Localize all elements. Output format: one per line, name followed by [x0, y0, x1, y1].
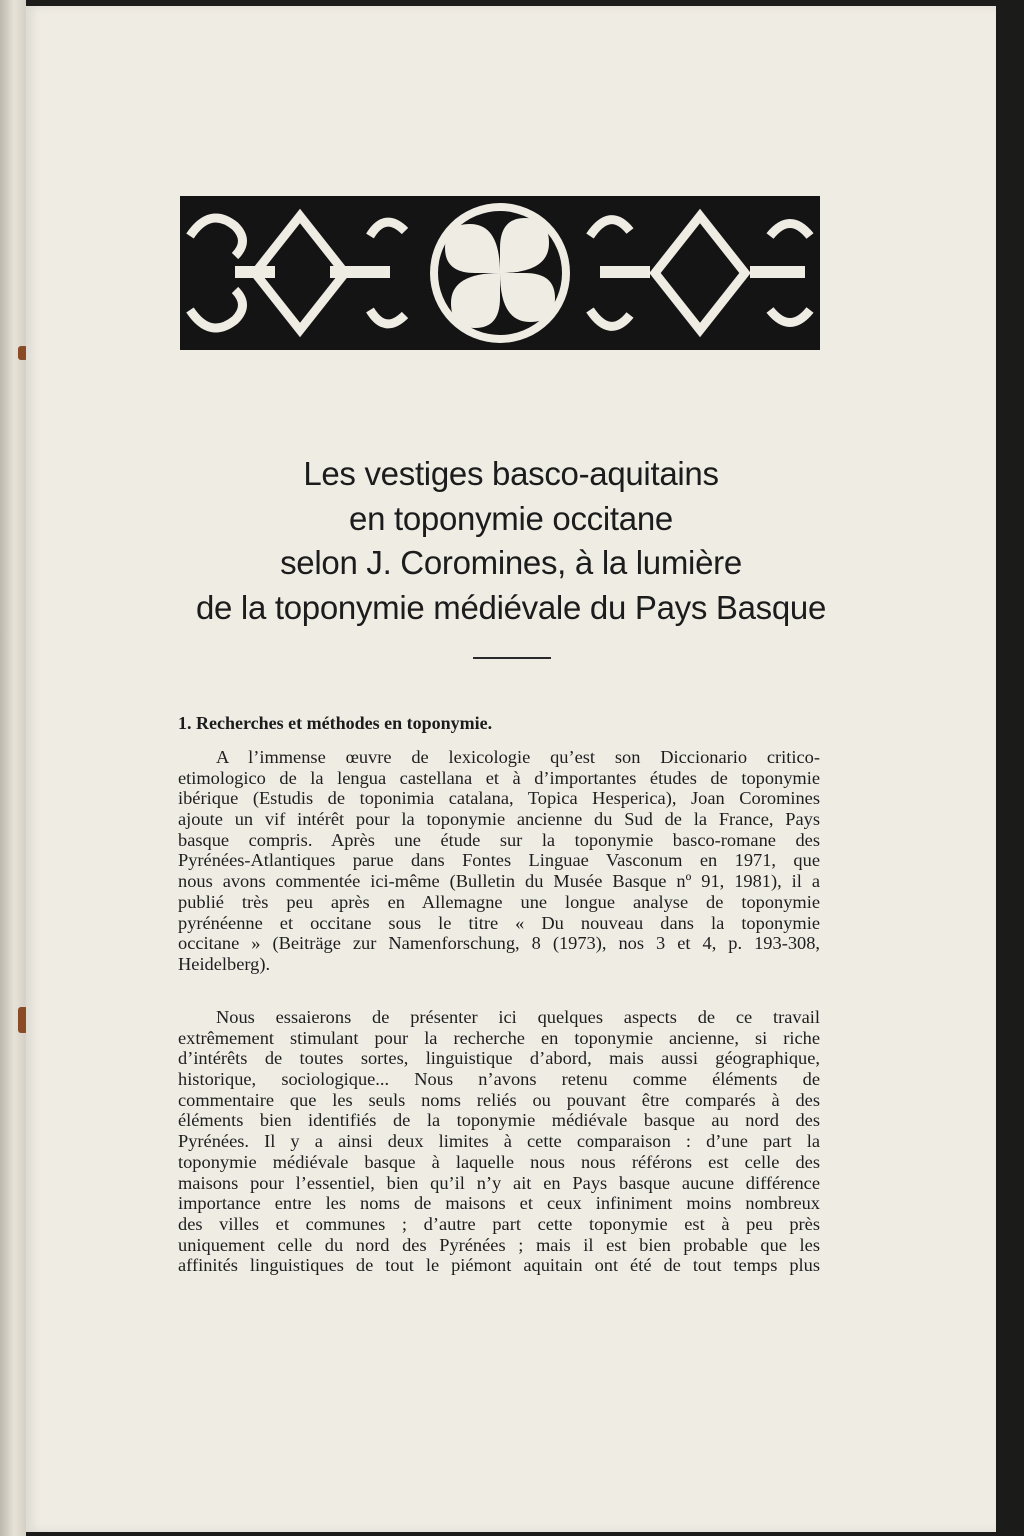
text-line: basque compris. Après une étude sur la toponymie basco-romane des: [178, 829, 820, 850]
title-line: selon J. Coromines, à la lumière: [280, 544, 742, 581]
text-line: Pyrénées-Atlantiques parue dans Fontes Linguae Vasconum en 1971, que: [178, 850, 820, 871]
text-line: nous avons commentée ici-même (Bulletin du Musée Basque nº 91, 1981), il a: [178, 871, 820, 892]
text-line: toponymie médiévale basque à laquelle nous nous référons est celle des: [178, 1151, 820, 1172]
text-line: pyrénéenne et occitane sous le titre « Du nouveau dans la toponymie: [178, 912, 820, 933]
text-line: Nous essaierons de présenter ici quelques aspects de ce travail: [216, 1007, 820, 1027]
text-line: etimologico de la lengua castellana et à d’importantes études de toponymie: [178, 767, 820, 788]
title-line: en toponymie occitane: [349, 499, 673, 537]
text-line: A l’immense œuvre de lexicologie qu’est son Diccionario critico-: [216, 747, 820, 767]
title-line: Les vestiges basco-aquitains: [303, 455, 719, 492]
basque-ornament-banner: [180, 196, 820, 350]
title-divider: [473, 657, 551, 659]
text-line: uniquement celle du nord des Pyrénées ; mais il est bien probable que les: [178, 1234, 820, 1255]
text-line: maisons pour l’essentiel, bien qu’il n’y ait en Pays basque aucune différence: [178, 1172, 820, 1193]
paragraph-1: [178, 747, 820, 975]
text-line: historique, sociologique... Nous n’avons retenu comme éléments de: [178, 1069, 820, 1090]
text-line: affinités linguistiques de tout le piémont aquitain ont été de tout temps plus: [178, 1255, 820, 1276]
text-line: occitane » (Beiträge zur Namenforschung, 8 (1973), nos 3 et 4, p. 193-308,: [178, 933, 820, 954]
title-line: de la toponymie médiévale du Pays Basque: [195, 588, 827, 626]
document-page: [26, 6, 996, 1532]
text-line: ajoute un vif intérêt pour la toponymie ancienne du Sud de la France, Pays: [178, 809, 820, 830]
text-line: Heidelberg).: [178, 953, 271, 974]
text-line: importance entre les noms de maisons et ceux infiniment moins nombreux: [178, 1193, 820, 1214]
text-line: d’intérêts de toutes sortes, linguistique d’abord, mais aussi géographique,: [178, 1048, 820, 1069]
text-line: publié très peu après en Allemagne une longue analyse de toponymie: [178, 891, 820, 912]
text-line: extrêmement stimulant pour la recherche en toponymie ancienne, si riche: [178, 1027, 820, 1048]
text-line: ibérique (Estudis de toponimia catalana, Topica Hesperica), Joan Coromines: [178, 788, 820, 809]
page-title: [86, 452, 936, 630]
text-line: Pyrénées. Il y a ainsi deux limites à cette comparaison : d’une part la: [178, 1131, 820, 1152]
text-line: éléments bien identifiés de la toponymie médiévale basque au nord des: [178, 1110, 820, 1131]
section-heading: 1. Recherches et méthodes en toponymie.: [178, 713, 493, 733]
paragraph-2: [178, 1007, 820, 1276]
text-line: commentaire que les seuls noms reliés ou pouvant être comparés à des: [178, 1089, 820, 1110]
text-line: des villes et communes ; d’autre part cette toponymie est à peu près: [178, 1213, 820, 1234]
booklet-spine: [0, 0, 26, 1536]
